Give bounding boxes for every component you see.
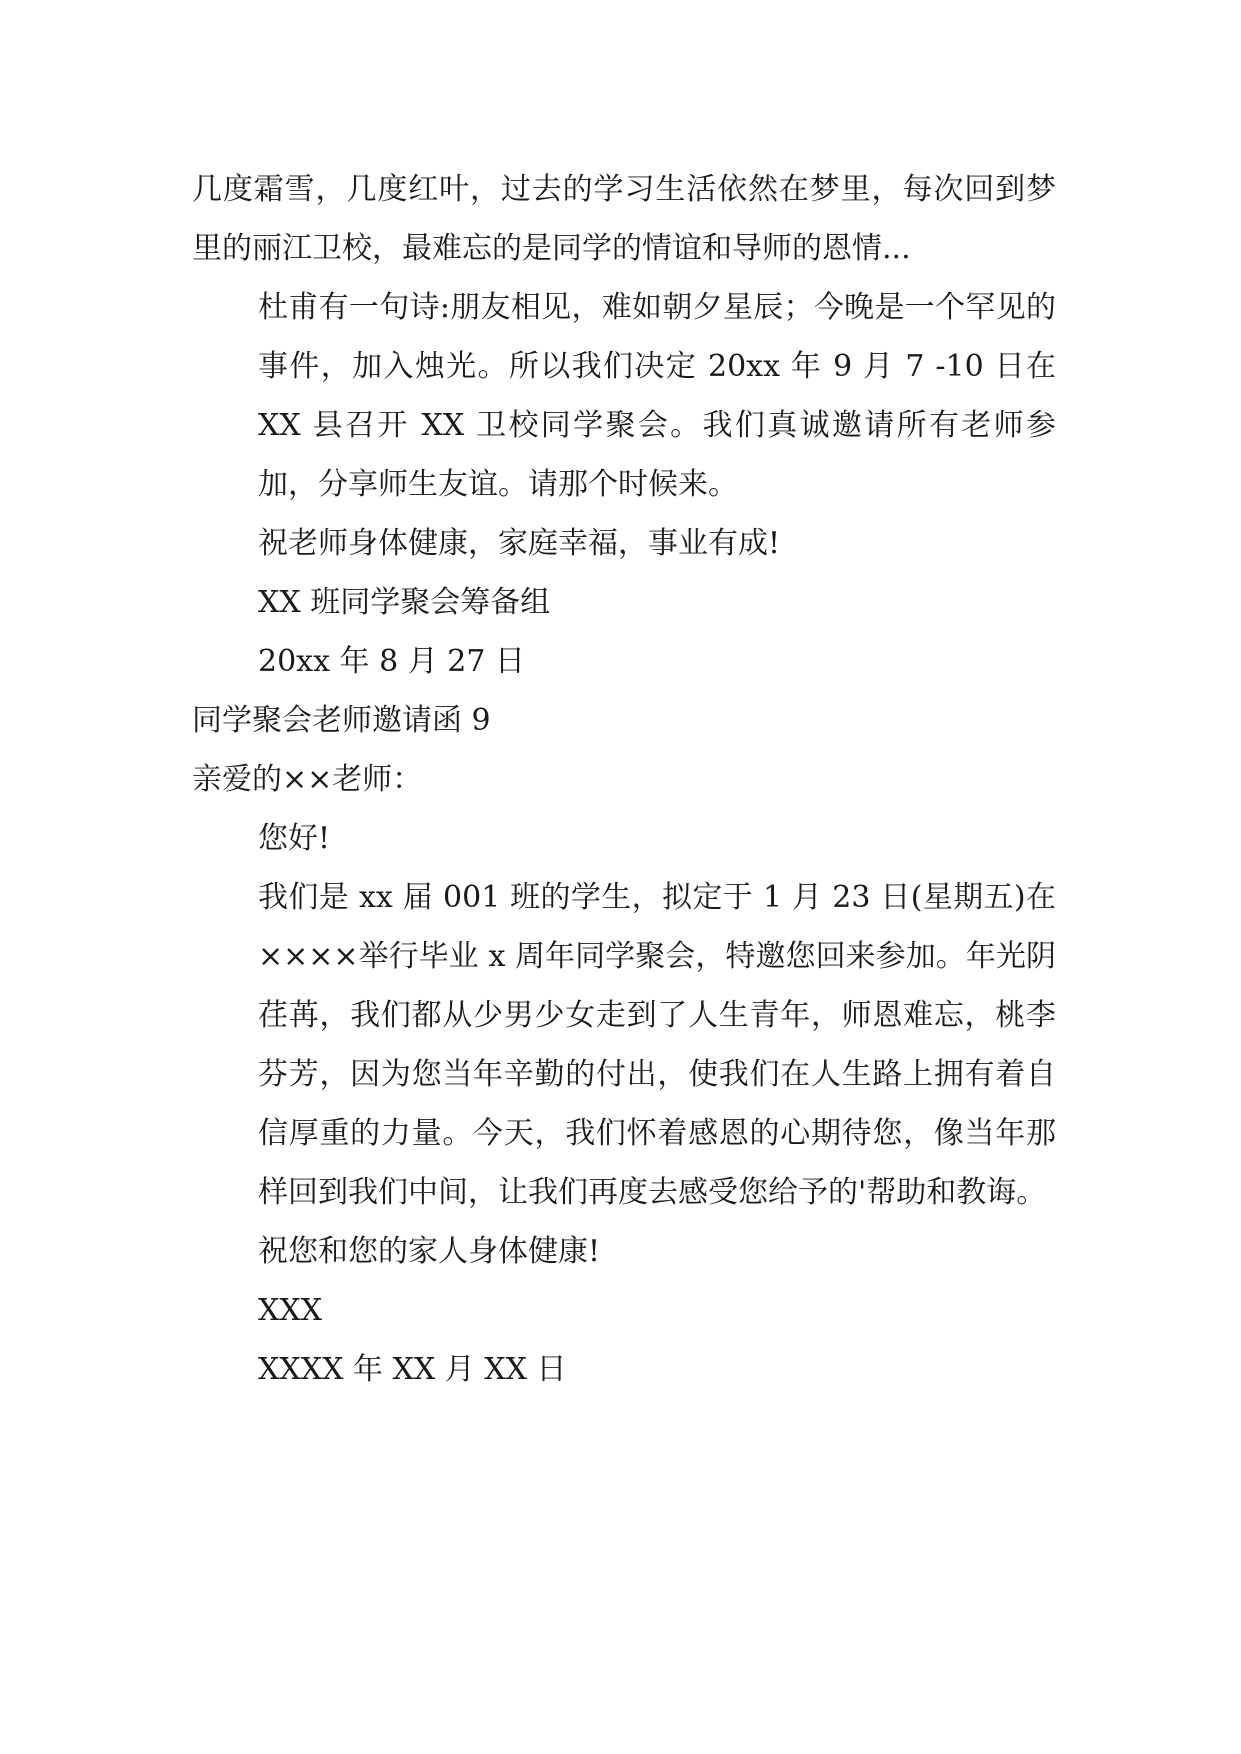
- paragraph-invitation-details: 杜甫有一句诗:朋友相见，难如朝夕星辰；今晚是一个罕见的事件，加入烛光。所以我们决定 20xx 年 9 月 7 -10 日在 XX 县召开 XX 卫校同学聚会。我们真诚邀请所有老师参加，分享师生友谊。请那个时候来。: [258, 290, 1056, 502]
- section-title: 同学聚会老师邀请函 9: [192, 703, 491, 738]
- document-page: [192, 160, 1056, 1399]
- greeting: 您好!: [258, 821, 331, 856]
- paragraph-invitation-body: 我们是 xx 届 001 班的学生，拟定于 1 月 23 日(星期五)在××××举行毕业 x 周年同学聚会，特邀您回来参加。年光阴荏苒，我们都从少男少女走到了人生青年，师恩难忘，桃李芬芳，因为您当年辛勤的付出，使我们在人生路上拥有着自信厚重的力量。今天，我们怀着感恩的心期待您，像当年那样回到我们中间，让我们再度去感受您给予的'帮助和教诲。: [258, 880, 1056, 1210]
- signature-name: XXX: [258, 1293, 323, 1328]
- paragraph-memories: 几度霜雪，几度红叶，过去的学习生活依然在梦里，每次回到梦里的丽江卫校，最难忘的是同学的情谊和导师的恩情...: [192, 172, 1056, 266]
- salutation: 亲爱的××老师：: [192, 762, 423, 797]
- signature-closing-date: XXXX 年 XX 月 XX 日: [258, 1352, 567, 1387]
- signature-organizer: XX 班同学聚会筹备组: [258, 585, 551, 620]
- signature-date: 20xx 年 8 月 27 日: [258, 644, 525, 679]
- paragraph-closing-wishes: 祝您和您的家人身体健康!: [258, 1234, 601, 1269]
- paragraph-wishes: 祝老师身体健康，家庭幸福，事业有成!: [258, 526, 781, 561]
